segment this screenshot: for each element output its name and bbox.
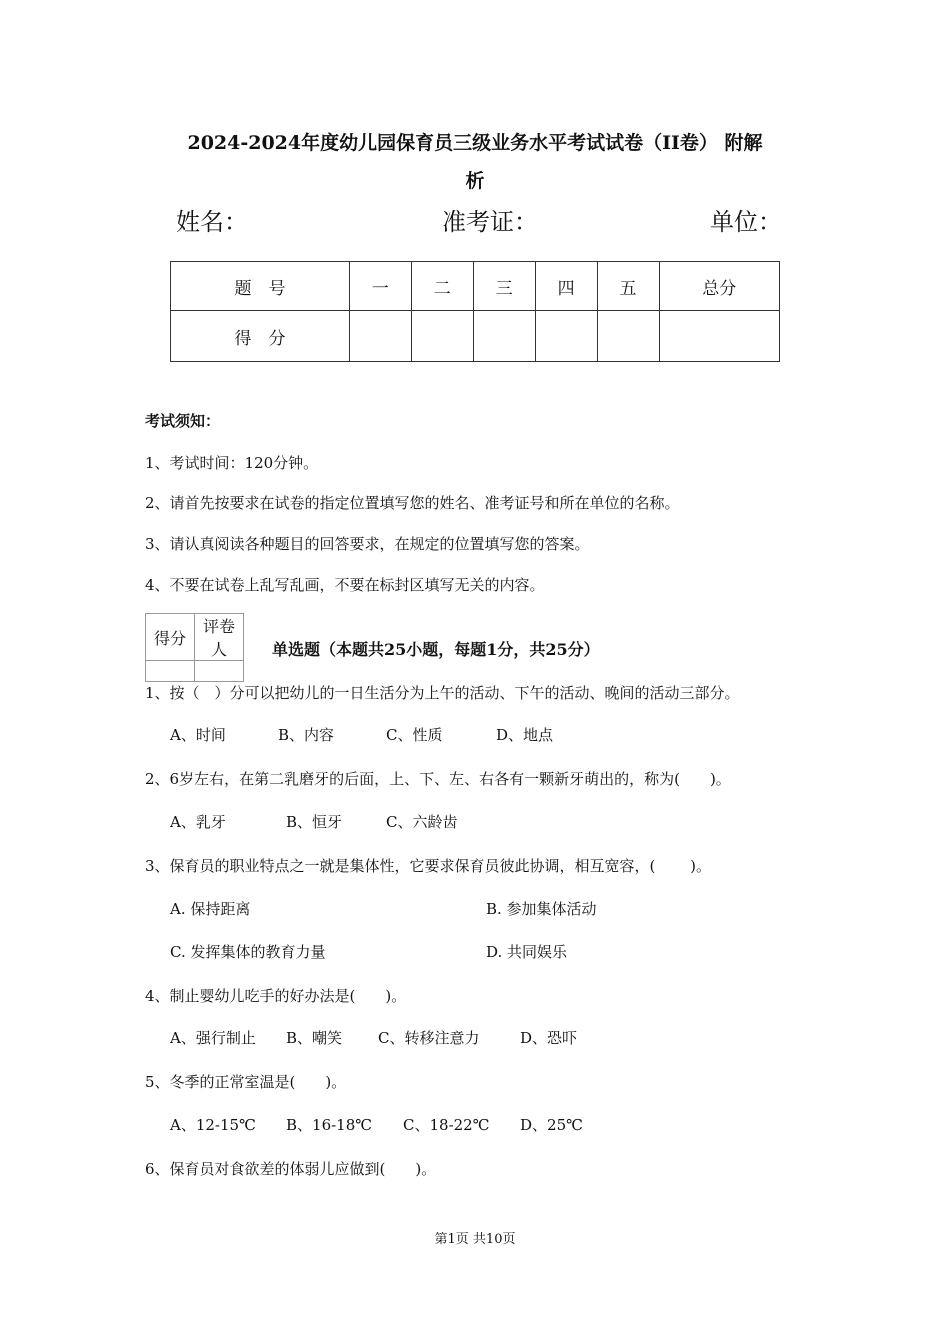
title-line-2: 析 <box>465 170 485 192</box>
score-input-4[interactable] <box>535 311 597 362</box>
score-input-3[interactable] <box>473 311 535 362</box>
score-cell-3: 三 <box>473 262 535 311</box>
name-label: 姓名： <box>176 208 248 236</box>
q3-option-a[interactable]: A. 保持距离 <box>170 900 251 918</box>
score-cell-total: 总分 <box>659 262 779 311</box>
score-cell-label: 题 号 <box>171 262 350 311</box>
unit-label: 单位： <box>710 208 782 236</box>
question-5: 5、冬季的正常室温是( )。 <box>145 1073 347 1091</box>
grader-score-input[interactable] <box>146 661 195 682</box>
q4-option-d[interactable]: D、恐吓 <box>520 1029 578 1047</box>
q2-option-c[interactable]: C、六龄齿 <box>386 813 458 831</box>
q1-option-a[interactable]: A、时间 <box>170 726 226 744</box>
question-2: 2、6岁左右，在第二乳磨牙的后面，上、下、左、右各有一颗新牙萌出的，称为( )。 <box>145 770 731 788</box>
grader-name-input[interactable] <box>195 661 244 682</box>
q4-option-b[interactable]: B、嘲笑 <box>286 1029 343 1047</box>
score-cell-1: 一 <box>349 262 411 311</box>
score-table-header-row <box>171 262 780 311</box>
q1-option-c[interactable]: C、性质 <box>386 726 443 744</box>
notice-title: 考试须知： <box>145 412 221 430</box>
q1-option-b[interactable]: B、内容 <box>278 726 335 744</box>
grader-box <box>145 613 244 682</box>
exam-id-label: 准考证： <box>442 208 538 236</box>
question-1: 1、按（ ）分可以把幼儿的一日生活分为上午的活动、下午的活动、晚间的活动三部分。 <box>145 684 740 702</box>
exam-title <box>140 124 810 200</box>
grader-score-label: 得分 <box>146 614 195 661</box>
q1-option-d[interactable]: D、地点 <box>496 726 554 744</box>
q2-option-b[interactable]: B、恒牙 <box>286 813 343 831</box>
q4-option-c[interactable]: C、转移注意力 <box>378 1029 480 1047</box>
question-4: 4、制止婴幼儿吃手的好办法是( )。 <box>145 987 407 1005</box>
score-row-label: 得 分 <box>171 311 350 362</box>
score-input-5[interactable] <box>597 311 659 362</box>
notice-item: 2、请首先按要求在试卷的指定位置填写您的姓名、准考证号和所在单位的名称。 <box>145 494 680 512</box>
q2-option-a[interactable]: A、乳牙 <box>170 813 226 831</box>
q3-option-c[interactable]: C. 发挥集体的教育力量 <box>170 943 326 961</box>
score-input-2[interactable] <box>411 311 473 362</box>
q3-option-d[interactable]: D. 共同娱乐 <box>486 943 568 961</box>
grader-name-label: 评卷人 <box>195 614 244 661</box>
q5-option-b[interactable]: B、16-18℃ <box>286 1116 373 1134</box>
score-cell-5: 五 <box>597 262 659 311</box>
question-3: 3、保育员的职业特点之一就是集体性，它要求保育员彼此协调，相互宽容，( )。 <box>145 857 712 875</box>
notice-item: 1、考试时间：120分钟。 <box>145 454 319 472</box>
q3-option-b[interactable]: B. 参加集体活动 <box>486 900 597 918</box>
q5-option-a[interactable]: A、12-15℃ <box>170 1116 256 1134</box>
score-cell-4: 四 <box>535 262 597 311</box>
title-line-1: 2024-2024年度幼儿园保育员三级业务水平考试试卷（II卷） 附解 <box>187 132 763 154</box>
score-input-total[interactable] <box>659 311 779 362</box>
candidate-info-row <box>176 202 780 238</box>
score-table-score-row <box>171 311 780 362</box>
q5-option-c[interactable]: C、18-22℃ <box>403 1116 490 1134</box>
q5-option-d[interactable]: D、25℃ <box>520 1116 583 1134</box>
score-cell-2: 二 <box>411 262 473 311</box>
score-table <box>170 261 780 362</box>
question-6: 6、保育员对食欲差的体弱儿应做到( )。 <box>145 1160 437 1178</box>
section-title: 单选题（本题共25小题，每题1分，共25分） <box>272 640 600 659</box>
q4-option-a[interactable]: A、强行制止 <box>170 1029 256 1047</box>
score-input-1[interactable] <box>349 311 411 362</box>
notice-item: 4、不要在试卷上乱写乱画，不要在标封区填写无关的内容。 <box>145 576 545 594</box>
notice-item: 3、请认真阅读各种题目的回答要求，在规定的位置填写您的答案。 <box>145 535 590 553</box>
page-footer: 第1页 共10页 <box>434 1232 516 1247</box>
